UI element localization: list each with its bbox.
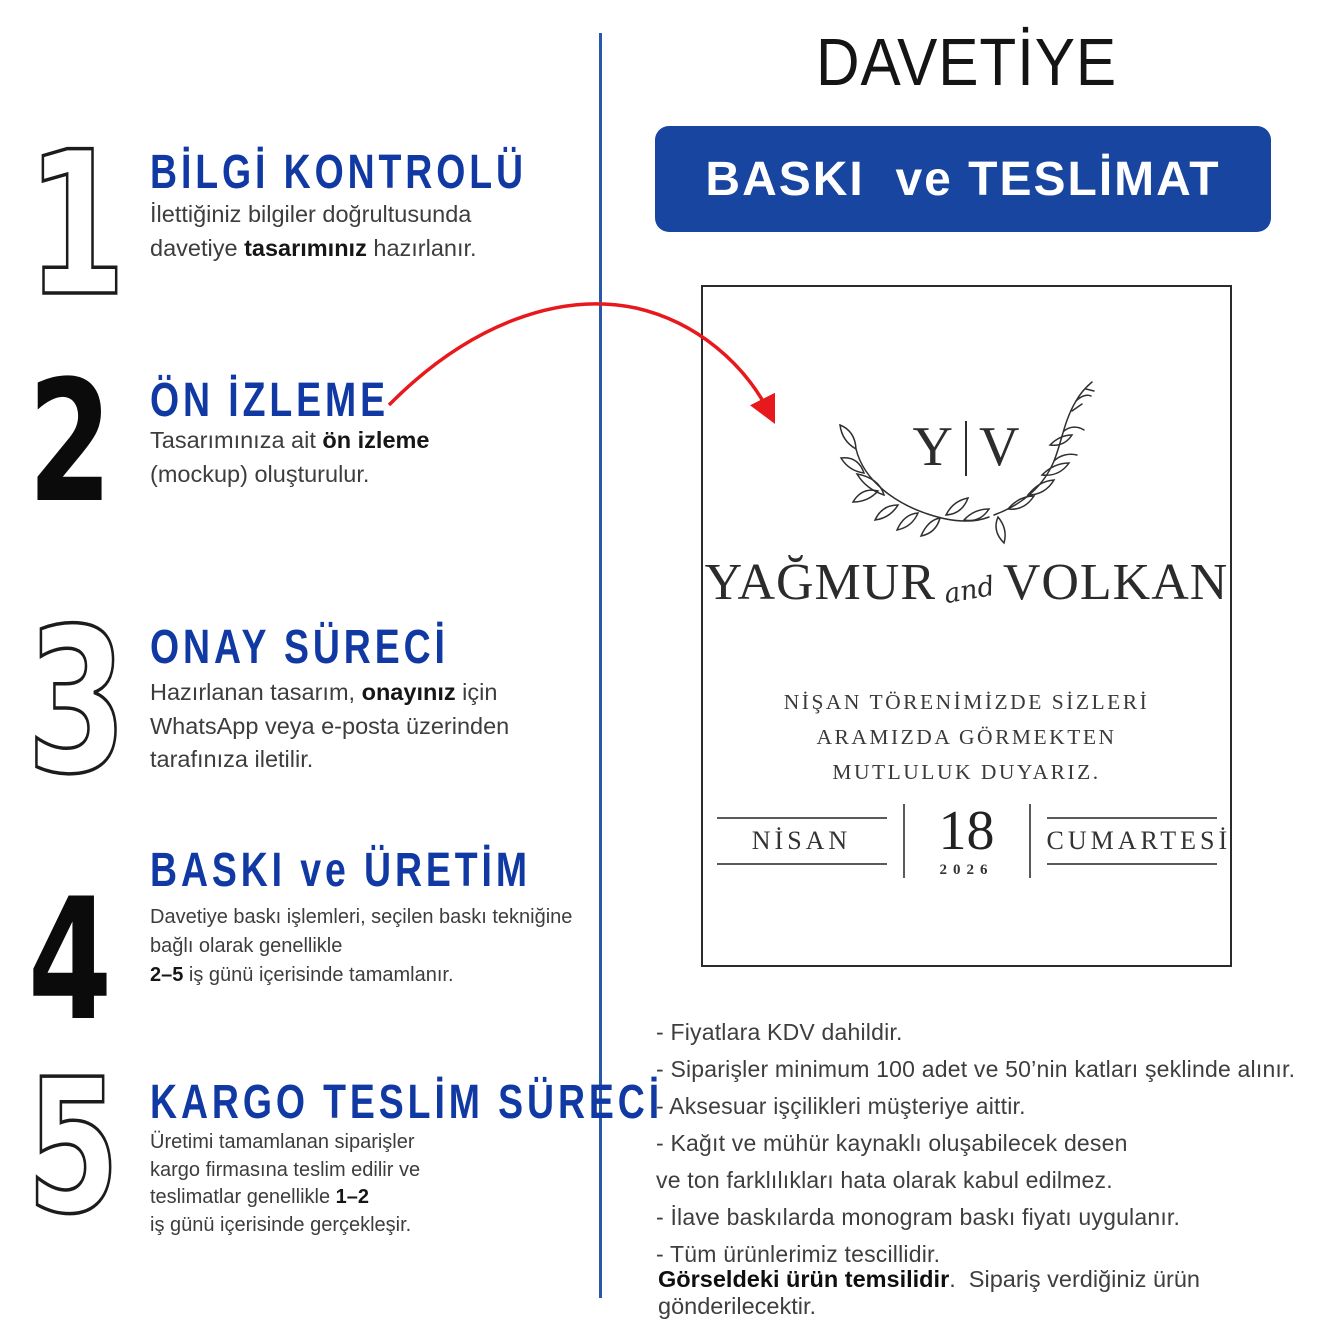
step-number: 3: [26, 586, 128, 819]
step-title: BASKI ve ÜRETİM: [150, 844, 531, 897]
name-right: VOLKAN: [1002, 554, 1229, 611]
banner-label: BASKI ve TESLİMAT: [705, 152, 1221, 206]
note-line: - Fiyatlara KDV dahildir.: [656, 1019, 903, 1045]
invitation-card-preview: [701, 285, 1232, 967]
date-month: NİSAN: [717, 817, 887, 865]
date-day: 18: [938, 800, 995, 862]
couple-names: [703, 553, 1230, 612]
date-year: 2026: [939, 862, 994, 878]
step-description: Davetiye baskı işlemleri, seçilen baskı tekniğine bağlı olarak genellikle 2–5 iş günü içerisinde tamamlanır.: [150, 906, 573, 986]
step-description: Üretimi tamamlanan siparişler kargo firmasına teslim edilir ve teslimatlar genellikle 1–2 iş günü içerisinde gerçekleşir.: [150, 1131, 421, 1236]
step-number: 2: [27, 344, 113, 540]
names-joiner-script: and: [941, 570, 998, 611]
wreath-monogram-icon: [822, 375, 1112, 547]
disclaimer: [658, 1266, 1333, 1320]
name-left: YAĞMUR: [704, 554, 937, 611]
notes-list: [656, 1014, 1295, 1273]
step-description: Tasarımınıza ait ön izleme (mockup) oluşturulur.: [150, 427, 430, 487]
monogram-letter-left: Y: [912, 416, 953, 478]
date-separator: [1029, 804, 1031, 878]
date-separator: [903, 804, 905, 878]
step-title: BİLGİ KONTROLÜ: [150, 146, 527, 199]
disclaimer-bold: Görseldeki ürün temsilidir: [658, 1266, 950, 1292]
step-title: ÖN İZLEME: [150, 374, 389, 427]
event-date: [703, 800, 1232, 879]
note-line: - Tüm ürünlerimiz tescillidir.: [656, 1241, 941, 1267]
step-title: ONAY SÜRECİ: [150, 621, 449, 674]
step-number: 1: [26, 109, 127, 340]
note-line: - Aksesuar işçilikleri müşteriye aittir.: [656, 1093, 1026, 1119]
page-title: DAVETİYE: [816, 25, 1117, 100]
disclaimer-rest: . Sipariş verdiğiniz ürün gönderilecektir.: [658, 1266, 1207, 1319]
invitation-message: NİŞAN TÖRENİMİZDE SİZLERİ ARAMIZDA GÖRMEKTEN MUTLULUK DUYARIZ.: [783, 690, 1150, 784]
step-description: İlettiğiniz bilgiler doğrultusunda davetiye tasarımınız hazırlanır.: [150, 201, 477, 261]
baski-teslimat-banner: [655, 126, 1271, 232]
step-description: Hazırlanan tasarım, onayınız için WhatsApp veya e-posta üzerinden tarafınıza iletilir.: [150, 679, 510, 772]
date-weekday: CUMARTESİ: [1047, 817, 1217, 865]
note-line: - İlave baskılarda monogram baskı fiyatı uygulanır.: [656, 1204, 1181, 1230]
step-number: 5: [26, 1039, 120, 1255]
note-line: - Siparişler minimum 100 adet ve 50’nin katları şeklinde alınır.: [656, 1056, 1296, 1082]
monogram-letter-right: V: [978, 416, 1019, 478]
note-line: ve ton farklılıkları hata olarak kabul edilmez.: [656, 1167, 1113, 1193]
step-title: KARGO TESLİM SÜRECİ: [150, 1076, 663, 1129]
date-day-year: [921, 800, 1013, 879]
note-line: - Kağıt ve mühür kaynaklı oluşabilecek desen: [656, 1130, 1128, 1156]
step-number: 4: [27, 862, 113, 1058]
